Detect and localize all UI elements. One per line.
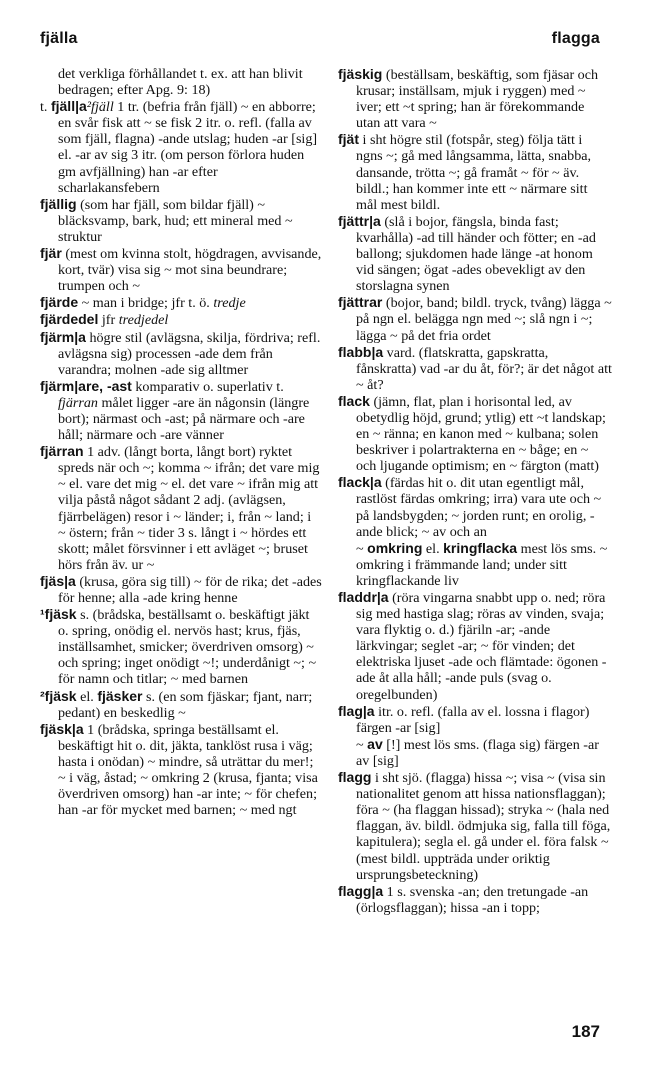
entry-headword: flack (338, 392, 370, 409)
dictionary-entry (338, 736, 612, 769)
entry-headword: flack|a (338, 474, 382, 491)
entry-headword: fjättr|a (338, 212, 381, 229)
dictionary-entry (338, 213, 612, 294)
dictionary-entry (40, 329, 322, 378)
entry-headword: omkring (367, 539, 423, 556)
dictionary-entry (338, 131, 612, 212)
dictionary-entry (40, 443, 322, 573)
dictionary-entry (338, 294, 612, 343)
entry-headword: av (367, 735, 383, 752)
running-head-right: flagga (551, 30, 600, 47)
entry-continuation: det verkliga förhållandet t. ex. att han blivit bedragen; efter Apg. 9: 18) (58, 66, 303, 99)
entry-headword: fjät (338, 131, 359, 148)
dictionary-entry (40, 294, 322, 311)
entry-headword: ¹fjäsk (40, 606, 77, 623)
entry-headword: flagg|a (338, 882, 384, 899)
entry-headword: fjällig (40, 195, 77, 212)
entry-reference: fjärran (58, 394, 98, 411)
entry-definition: itr. o. refl. (falla av el. lossna i flagor) färgen -ar [sig] (356, 703, 590, 736)
entry-definition: i sht sjö. (flagga) hissa ~; visa ~ (visa sin nationalitet genom att hissa nationsflaggan); föra ~ (ha flaggan hissad); stryka ~ (hala ned flaggan, äv. bildl. ödmjuka sig, falla till föga, kapitulera); segla el. gå under el. föra falsk ~ (mest bildl. uppträda under oriktig ursprungsbeteckning) (356, 770, 611, 883)
entry-definition: s. (brådska, beställsamt o. beskäftigt jäkt o. spring, onödig el. nervös hast; krus, fjäs, inställsamhet, smicker; överdriven omsorg) ~ och spring; inget onödigt ~!; underdånigt ~; ~ för namn och titlar; ~ med barnen (58, 607, 317, 688)
entry-headword: flabb|a (338, 343, 384, 360)
entry-headword: fjärm|are, -ast (40, 377, 132, 394)
entry-headword: fjär (40, 245, 62, 262)
entry-headword-alt: fjäsker (97, 687, 143, 704)
entry-reference: tredje (213, 295, 246, 312)
right-column (338, 66, 612, 916)
entry-definition: komparativ o. superlativ t. (131, 378, 284, 395)
running-head-left: fjälla (40, 30, 78, 47)
entry-definition: (bojor, band; bildl. tryck, tvång) lägga ~ på ngn el. belägga ngn med ~; slå ngn i ~; lägga ~ på det fria ordet (356, 295, 612, 344)
dictionary-entry (338, 703, 612, 736)
entry-definition: el. (76, 688, 98, 705)
entry-headword: flag|a (338, 702, 375, 719)
entry-headword-alt: kringflacka (443, 539, 518, 556)
entry-definition-cont: mest lös sms. ~ omkring i främmande land; under sitt kringflackande liv (356, 540, 608, 589)
dictionary-entry (40, 196, 322, 245)
entry-definition: (beställsam, beskäftig, som fjäsar och krusar; inställsam, mjuk i ryggen) med ~ iver; ett ~t spring; han är förekommande utan att vara ~ (356, 67, 599, 132)
left-column (40, 66, 322, 818)
entry-definition: i sht högre stil (fotspår, steg) följa tätt i ngns ~; gå med långsamma, lätta, snabba, dansande, trötta ~; gå framåt ~ för ~ äv. bildl.; han kommer inte ett ~ närmare sitt mål mest bildl. (356, 132, 592, 213)
page-number: 187 (571, 1022, 600, 1041)
entry-definition-cont: s. (en som fjäskar; fjant, narr; pedant) en beskedlig ~ (58, 688, 313, 721)
dictionary-entry (338, 66, 612, 131)
entry-headword: fjärran (40, 443, 84, 460)
entry-headword: fjärde (40, 294, 79, 311)
entry-headword: fjäs|a (40, 572, 76, 589)
entry-definition-cont: målet ligger -are än någonsin (längre bort); närmast och -ast; på närmare och -are håll; närmare och -are vänner (58, 394, 310, 444)
entry-reference: tredjedel (118, 312, 169, 329)
dictionary-entry (338, 769, 612, 883)
entry-variant: ²fjäll (86, 99, 114, 116)
entry-definition: (slå i bojor, fängsla, binda fast; kvarhålla) -ad till händer och fötter; en -ad ballong; sjukdomen hade länge -at honom vid sängen; ögat -ades obevekligt av den storslagna synen (356, 213, 596, 295)
dictionary-entry (40, 311, 322, 328)
entry-definition: (krusa, göra sig till) ~ för de rika; det -ades för henne; alla -ade kring henne (58, 573, 322, 606)
entry-headword: fjärdedel (40, 311, 99, 328)
dictionary-entry (40, 378, 322, 443)
entry-definition: ~ man i bridge; jfr t. ö. (78, 295, 214, 312)
entry-headword: fjäskig (338, 66, 383, 82)
dictionary-entry (338, 474, 612, 539)
entry-prefix: ~ (356, 540, 368, 557)
dictionary-entry (40, 245, 322, 294)
entry-headword: fjärm|a (40, 328, 86, 345)
dictionary-entry (40, 573, 322, 606)
dictionary-entry (338, 540, 612, 589)
entry-prefix: t. (40, 99, 51, 116)
entry-definition: 1 adv. (långt borta, långt bort) ryktet spreds när och ~; komma ~ ifrån; det vare mig ~ el. vare det mig ~ el. det vare ~ ifrån mig att vilja påstå något sådant 2 adj. (avlägsen, fjärrbelägen) resor i ~ länder; i, från ~ land; i ~ östern; från ~ tider 3 s. långt i ~ hördes ett skott; målet försvinner i ett avläget ~; bruset hörs från äv. ur ~ (58, 444, 320, 573)
dictionary-entry (338, 589, 612, 703)
dictionary-entry (338, 883, 612, 916)
dictionary-entry (338, 344, 612, 393)
dictionary-entry (40, 688, 322, 721)
entry-definition: vard. (flatskratta, gapskratta, fånskratta) vad -ar du åt, för?; är det något att ~ åt? (356, 344, 612, 393)
entry-headword: fjäll|a (50, 98, 87, 115)
entry-definition: (mest om kvinna stolt, högdragen, avvisande, kort, tvär) visa sig ~ mot sina beundrare; trumpen och ~ (58, 246, 322, 295)
dictionary-entry (338, 393, 612, 474)
entry-definition: 1 s. svenska -an; den tretungade -an (örlogsflaggan); hissa -an i topp; (356, 883, 589, 916)
entry-definition: (som har fjäll, som bildar fjäll) ~ bläcksvamp, bark, hud; ett mineral med ~ struktur (58, 196, 293, 245)
entry-definition: högre stil (avlägsna, skilja, fördriva; refl. avlägsna sig) processen -ade dem från varandra; molnen -ade sig alltmer (58, 329, 321, 378)
entry-headword: fladdr|a (338, 589, 389, 605)
entry-definition: (färdas hit o. dit utan egentligt mål, rastlöst färdas omkring; irra) vara ute och ~ på landsbygden; ~ jorden runt; en orolig, -ande blick; ~ av och an (356, 475, 602, 540)
entry-headword: ²fjäsk (40, 687, 77, 704)
entry-headword: fjäsk|a (40, 720, 84, 737)
entry-definition: el. (422, 540, 444, 557)
dictionary-entry (40, 721, 322, 819)
entry-definition: (röra vingarna snabbt upp o. ned; röra sig med hastiga slag; röras av vinden, svaja; vara flyktig o. d.) fjäriln -ar; -ande lärkvingar; seglet -ar; ~ för vinden; det elektriska ljuset -ade och flämtade: ögonen -ade åt alla håll; -ande puls (svag o. oregelbunden) (356, 590, 607, 703)
entry-definition: 1 (brådska, springa beställsamt el. beskäftigt hit o. dit, jäkta, tanklöst rusa i väg; hasta i onödan) ~ mindre, så uträttar du mer!; ~ i väg, åstad; ~ omkring 2 (krusa, fjanta; visa överdriven omsorg) han -ar inte; ~ för chefen; han -ar för mycket med barnen; ~ med ngt (58, 721, 318, 819)
entry-definition: jfr (98, 312, 119, 329)
entry-definition: 1 tr. (befria från fjäll) ~ en abborre; en svår fisk att ~ se fisk 2 itr. o. refl. (falla av som fjäll, flagna) -ande utslag; huden -ar [sig] el. -ar av sig 3 itr. (om person förlora huden gm avfjällning) han -ar efter scharlakansfebern (58, 99, 318, 196)
entry-prefix: ~ (356, 736, 368, 753)
entry-definition: (jämn, flat, plan i horisontal led, av obetydlig höjd, grund; ytlig) ett ~t landskap; en ~ ränna; en kanon med ~ kulbana; solen beskriver i polartrakterna en ~ båge; en ~ och ljugande optimism; en ~ färgton (matt) (356, 393, 606, 475)
entry-definition: [!] mest lös sms. (flaga sig) färgen -ar av [sig] (356, 736, 599, 769)
entry-headword: fjättrar (338, 294, 383, 311)
dictionary-entry (40, 66, 322, 98)
dictionary-entry (40, 606, 322, 687)
entry-headword: flagg (338, 769, 372, 786)
dictionary-entry (40, 98, 322, 196)
